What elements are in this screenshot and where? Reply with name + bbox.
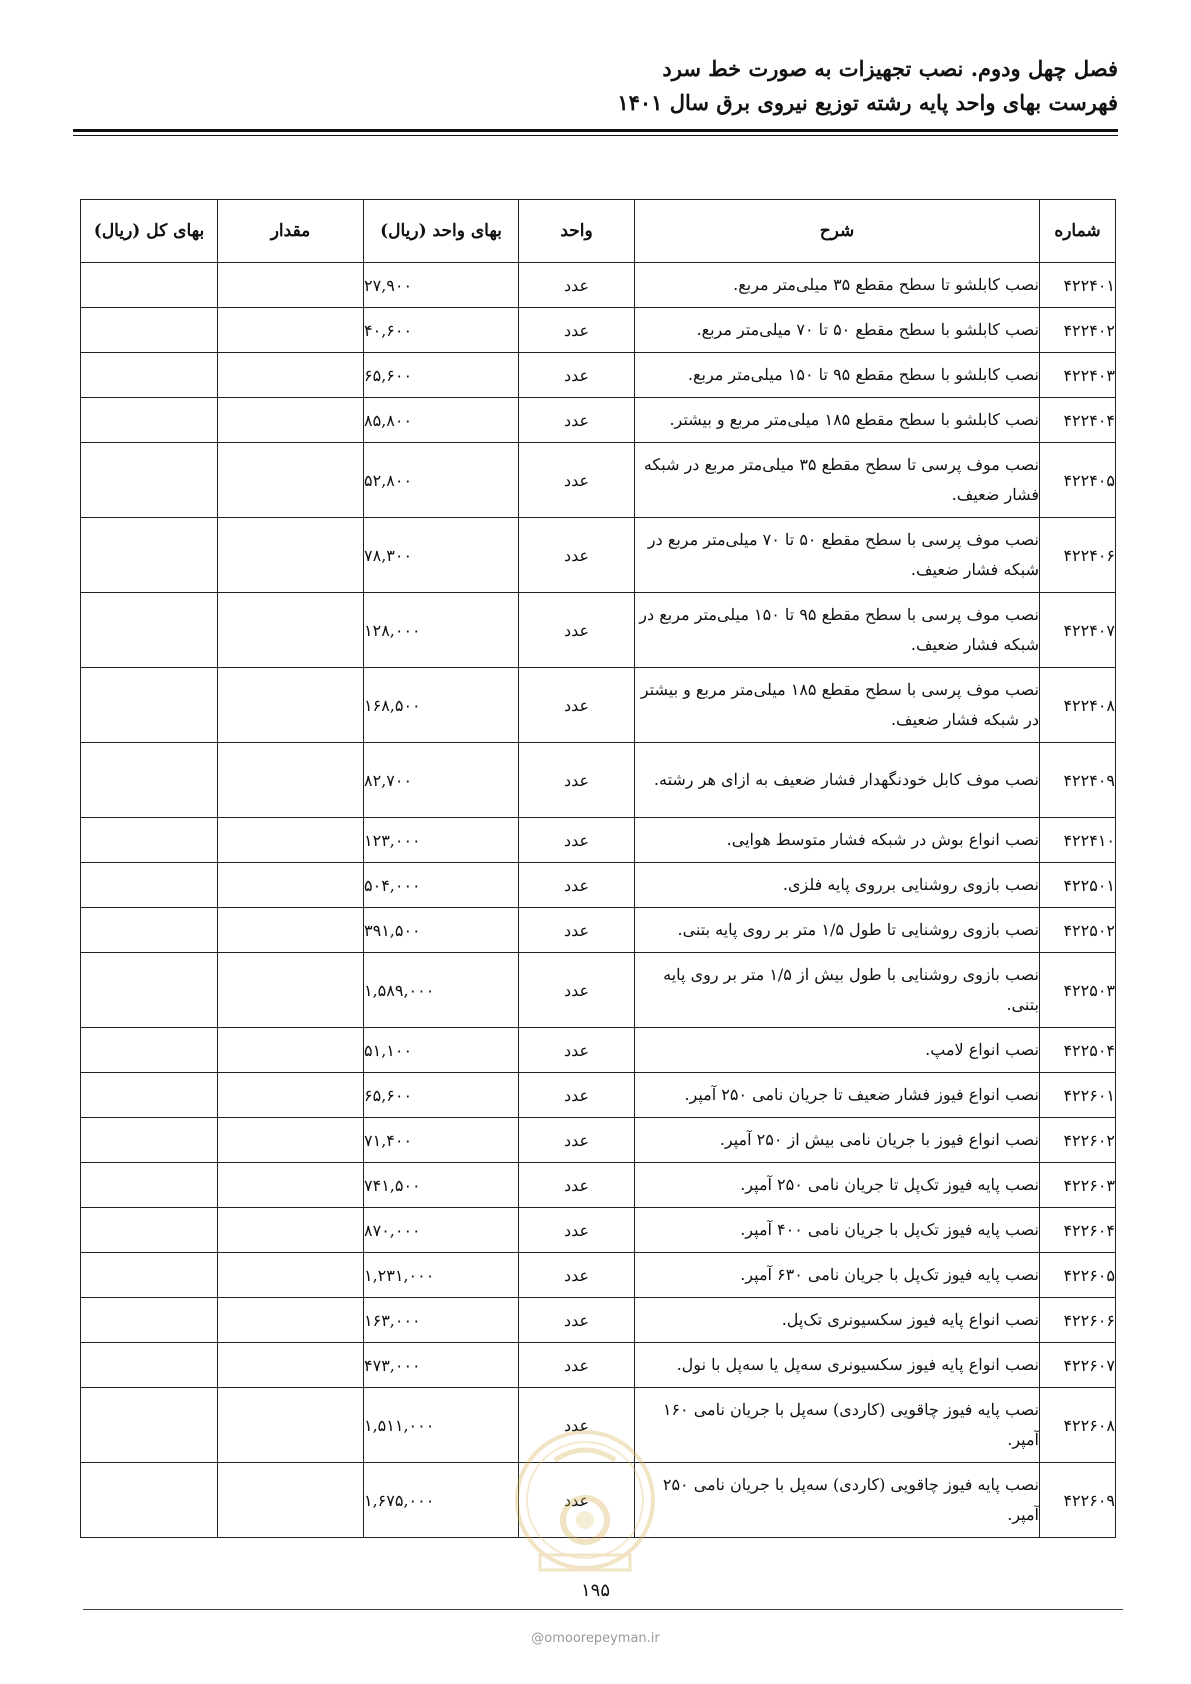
item-number-cell: ۴۲۲۶۰۲ — [1040, 1118, 1116, 1163]
table-row — [81, 908, 1116, 953]
item-number-cell: ۴۲۲۴۰۷ — [1040, 593, 1116, 668]
item-number-cell: ۴۲۲۶۰۹ — [1040, 1463, 1116, 1538]
item-unit-cell: عدد — [519, 443, 635, 518]
item-unit-cell: عدد — [519, 668, 635, 743]
item-quantity-cell — [218, 1388, 364, 1463]
item-unit-price-cell: ۵۱,۱۰۰ — [364, 1028, 519, 1073]
item-unit-cell: عدد — [519, 353, 635, 398]
item-description-cell: نصب کابلشو با سطح مقطع ۹۵ تا ۱۵۰ میلی‌متر مربع. — [635, 353, 1040, 398]
item-description-cell: نصب انواع لامپ. — [635, 1028, 1040, 1073]
item-total-price-cell — [81, 668, 218, 743]
item-number-cell: ۴۲۲۴۰۱ — [1040, 263, 1116, 308]
item-quantity-cell — [218, 1163, 364, 1208]
item-quantity-cell — [218, 1073, 364, 1118]
column-header-total-price: بهای کل (ریال) — [81, 200, 218, 263]
item-total-price-cell — [81, 518, 218, 593]
item-total-price-cell — [81, 263, 218, 308]
table-row — [81, 1463, 1116, 1538]
price-table — [80, 199, 1116, 1538]
item-total-price-cell — [81, 1208, 218, 1253]
item-quantity-cell — [218, 593, 364, 668]
item-total-price-cell — [81, 1343, 218, 1388]
item-unit-cell: عدد — [519, 398, 635, 443]
item-quantity-cell — [218, 263, 364, 308]
table-row — [81, 818, 1116, 863]
item-number-cell: ۴۲۲۶۰۶ — [1040, 1298, 1116, 1343]
item-description-cell: نصب انواع پایه فیوز سکسیونری تک‌پل. — [635, 1298, 1040, 1343]
item-unit-price-cell: ۵۰۴,۰۰۰ — [364, 863, 519, 908]
item-unit-cell: عدد — [519, 743, 635, 818]
item-unit-cell: عدد — [519, 1073, 635, 1118]
item-description-cell: نصب موف پرسی تا سطح مقطع ۳۵ میلی‌متر مربع در شبکه فشار ضعیف. — [635, 443, 1040, 518]
table-row — [81, 1253, 1116, 1298]
item-total-price-cell — [81, 908, 218, 953]
table-row — [81, 1208, 1116, 1253]
item-number-cell: ۴۲۲۴۰۳ — [1040, 353, 1116, 398]
item-number-cell: ۴۲۲۵۰۴ — [1040, 1028, 1116, 1073]
table-row — [81, 743, 1116, 818]
price-list-title: فهرست بهای واحد پایه رشته توزیع نیروی برق سال ۱۴۰۱ — [617, 90, 1118, 115]
item-number-cell: ۴۲۲۴۰۴ — [1040, 398, 1116, 443]
item-quantity-cell — [218, 443, 364, 518]
item-unit-price-cell: ۸۵,۸۰۰ — [364, 398, 519, 443]
item-total-price-cell — [81, 353, 218, 398]
item-total-price-cell — [81, 398, 218, 443]
item-unit-price-cell: ۴۷۳,۰۰۰ — [364, 1343, 519, 1388]
table-row — [81, 1298, 1116, 1343]
item-unit-cell: عدد — [519, 863, 635, 908]
item-unit-price-cell: ۱,۶۷۵,۰۰۰ — [364, 1463, 519, 1538]
column-header-unit: واحد — [519, 200, 635, 263]
item-quantity-cell — [218, 863, 364, 908]
item-number-cell: ۴۲۲۶۰۸ — [1040, 1388, 1116, 1463]
item-unit-cell: عدد — [519, 1163, 635, 1208]
item-quantity-cell — [218, 1253, 364, 1298]
table-row — [81, 668, 1116, 743]
item-description-cell: نصب موف کابل خودنگهدار فشار ضعیف به ازای هر رشته. — [635, 743, 1040, 818]
item-unit-price-cell: ۸۷۰,۰۰۰ — [364, 1208, 519, 1253]
item-number-cell: ۴۲۲۴۰۲ — [1040, 308, 1116, 353]
item-total-price-cell — [81, 818, 218, 863]
table-row — [81, 1073, 1116, 1118]
item-total-price-cell — [81, 953, 218, 1028]
item-total-price-cell — [81, 1073, 218, 1118]
item-total-price-cell — [81, 1163, 218, 1208]
item-quantity-cell — [218, 1118, 364, 1163]
item-unit-cell: عدد — [519, 1343, 635, 1388]
item-total-price-cell — [81, 1463, 218, 1538]
item-unit-cell: عدد — [519, 1463, 635, 1538]
item-number-cell: ۴۲۲۶۰۷ — [1040, 1343, 1116, 1388]
item-unit-cell: عدد — [519, 1298, 635, 1343]
item-description-cell: نصب انواع پایه فیوز سکسیونری سه‌پل یا سه‌پل با نول. — [635, 1343, 1040, 1388]
footer-rule — [83, 1609, 1123, 1610]
item-total-price-cell — [81, 308, 218, 353]
item-unit-price-cell: ۷۱,۴۰۰ — [364, 1118, 519, 1163]
page-header — [78, 52, 1118, 120]
item-number-cell: ۴۲۲۶۰۳ — [1040, 1163, 1116, 1208]
item-unit-cell: عدد — [519, 908, 635, 953]
item-description-cell: نصب موف پرسی با سطح مقطع ۵۰ تا ۷۰ میلی‌متر مربع در شبکه فشار ضعیف. — [635, 518, 1040, 593]
item-description-cell: نصب پایه فیوز تک‌پل با جریان نامی ۶۳۰ آمپر. — [635, 1253, 1040, 1298]
item-unit-cell: عدد — [519, 1118, 635, 1163]
item-total-price-cell — [81, 1253, 218, 1298]
table-row — [81, 1388, 1116, 1463]
item-description-cell: نصب کابلشو با سطح مقطع ۱۸۵ میلی‌متر مربع و بیشتر. — [635, 398, 1040, 443]
item-total-price-cell — [81, 1118, 218, 1163]
header-rule-thick — [73, 129, 1118, 132]
item-total-price-cell — [81, 593, 218, 668]
item-description-cell: نصب پایه فیوز چاقویی (کاردی) سه‌پل با جریان نامی ۲۵۰ آمپر. — [635, 1463, 1040, 1538]
chapter-title: فصل چهل ودوم. نصب تجهیزات به صورت خط سرد — [662, 56, 1118, 81]
column-header-number: شماره — [1040, 200, 1116, 263]
item-quantity-cell — [218, 1463, 364, 1538]
table-row — [81, 308, 1116, 353]
item-description-cell: نصب کابلشو تا سطح مقطع ۳۵ میلی‌متر مربع. — [635, 263, 1040, 308]
item-quantity-cell — [218, 1343, 364, 1388]
item-unit-cell: عدد — [519, 1028, 635, 1073]
item-number-cell: ۴۲۲۵۰۲ — [1040, 908, 1116, 953]
item-quantity-cell — [218, 1298, 364, 1343]
item-description-cell: نصب انواع بوش در شبکه فشار متوسط هوایی. — [635, 818, 1040, 863]
table-body — [81, 263, 1116, 1538]
table-row — [81, 863, 1116, 908]
item-total-price-cell — [81, 1028, 218, 1073]
item-unit-price-cell: ۱۶۳,۰۰۰ — [364, 1298, 519, 1343]
header-rule-thin — [73, 135, 1118, 136]
table-row — [81, 353, 1116, 398]
item-number-cell: ۴۲۲۶۰۱ — [1040, 1073, 1116, 1118]
item-total-price-cell — [81, 1298, 218, 1343]
item-number-cell: ۴۲۲۵۰۳ — [1040, 953, 1116, 1028]
column-header-description: شرح — [635, 200, 1040, 263]
table-row — [81, 1118, 1116, 1163]
item-description-cell: نصب موف پرسی با سطح مقطع ۱۸۵ میلی‌متر مربع و بیشتر در شبکه فشار ضعیف. — [635, 668, 1040, 743]
item-total-price-cell — [81, 443, 218, 518]
item-quantity-cell — [218, 308, 364, 353]
item-unit-price-cell: ۶۵,۶۰۰ — [364, 1073, 519, 1118]
item-unit-price-cell: ۳۹۱,۵۰۰ — [364, 908, 519, 953]
item-number-cell: ۴۲۲۵۰۱ — [1040, 863, 1116, 908]
item-unit-cell: عدد — [519, 308, 635, 353]
table-row — [81, 518, 1116, 593]
item-unit-price-cell: ۱۲۸,۰۰۰ — [364, 593, 519, 668]
item-number-cell: ۴۲۲۴۰۸ — [1040, 668, 1116, 743]
item-number-cell: ۴۲۲۴۰۶ — [1040, 518, 1116, 593]
item-unit-cell: عدد — [519, 953, 635, 1028]
item-quantity-cell — [218, 743, 364, 818]
table-header-row — [81, 200, 1116, 263]
item-unit-price-cell: ۴۰,۶۰۰ — [364, 308, 519, 353]
item-unit-price-cell: ۶۵,۶۰۰ — [364, 353, 519, 398]
table-row — [81, 953, 1116, 1028]
item-number-cell: ۴۲۲۴۰۹ — [1040, 743, 1116, 818]
item-unit-cell: عدد — [519, 263, 635, 308]
page-number: ۱۹۵ — [580, 1580, 610, 1601]
item-description-cell: نصب بازوی روشنایی برروی پایه فلزی. — [635, 863, 1040, 908]
table-row — [81, 1163, 1116, 1208]
item-unit-price-cell: ۵۲,۸۰۰ — [364, 443, 519, 518]
item-unit-cell: عدد — [519, 1388, 635, 1463]
item-quantity-cell — [218, 1028, 364, 1073]
item-unit-price-cell: ۱۶۸,۵۰۰ — [364, 668, 519, 743]
item-total-price-cell — [81, 863, 218, 908]
item-number-cell: ۴۲۲۴۱۰ — [1040, 818, 1116, 863]
table-row — [81, 1343, 1116, 1388]
item-unit-price-cell: ۸۲,۷۰۰ — [364, 743, 519, 818]
item-total-price-cell — [81, 1388, 218, 1463]
item-number-cell: ۴۲۲۴۰۵ — [1040, 443, 1116, 518]
item-description-cell: نصب انواع فیوز فشار ضعیف تا جریان نامی ۲۵۰ آمپر. — [635, 1073, 1040, 1118]
item-quantity-cell — [218, 518, 364, 593]
item-description-cell: نصب انواع فیوز با جریان نامی بیش از ۲۵۰ آمپر. — [635, 1118, 1040, 1163]
item-description-cell: نصب پایه فیوز تک‌پل تا جریان نامی ۲۵۰ آمپر. — [635, 1163, 1040, 1208]
item-unit-price-cell: ۷۸,۳۰۰ — [364, 518, 519, 593]
item-quantity-cell — [218, 818, 364, 863]
item-quantity-cell — [218, 1208, 364, 1253]
column-header-unit-price: بهای واحد (ریال) — [364, 200, 519, 263]
item-description-cell: نصب موف پرسی با سطح مقطع ۹۵ تا ۱۵۰ میلی‌متر مربع در شبکه فشار ضعیف. — [635, 593, 1040, 668]
item-description-cell: نصب پایه فیوز تک‌پل با جریان نامی ۴۰۰ آمپر. — [635, 1208, 1040, 1253]
table-row — [81, 398, 1116, 443]
item-unit-cell: عدد — [519, 1253, 635, 1298]
item-unit-price-cell: ۱,۵۱۱,۰۰۰ — [364, 1388, 519, 1463]
item-number-cell: ۴۲۲۶۰۵ — [1040, 1253, 1116, 1298]
table-row — [81, 593, 1116, 668]
table-row — [81, 1028, 1116, 1073]
item-unit-price-cell: ۷۴۱,۵۰۰ — [364, 1163, 519, 1208]
item-quantity-cell — [218, 398, 364, 443]
table-row — [81, 443, 1116, 518]
item-description-cell: نصب پایه فیوز چاقویی (کاردی) سه‌پل با جریان نامی ۱۶۰ آمپر. — [635, 1388, 1040, 1463]
item-number-cell: ۴۲۲۶۰۴ — [1040, 1208, 1116, 1253]
item-unit-cell: عدد — [519, 593, 635, 668]
item-unit-price-cell: ۱,۲۳۱,۰۰۰ — [364, 1253, 519, 1298]
item-description-cell: نصب بازوی روشنایی با طول بیش از ۱/۵ متر بر روی پایه بتنی. — [635, 953, 1040, 1028]
item-unit-cell: عدد — [519, 518, 635, 593]
website-watermark: @omoorepeyman.ir — [531, 1631, 660, 1646]
item-quantity-cell — [218, 668, 364, 743]
item-description-cell: نصب بازوی روشنایی تا طول ۱/۵ متر بر روی پایه بتنی. — [635, 908, 1040, 953]
item-unit-price-cell: ۱۲۳,۰۰۰ — [364, 818, 519, 863]
table-row — [81, 263, 1116, 308]
item-quantity-cell — [218, 353, 364, 398]
item-unit-cell: عدد — [519, 818, 635, 863]
item-unit-cell: عدد — [519, 1208, 635, 1253]
item-description-cell: نصب کابلشو با سطح مقطع ۵۰ تا ۷۰ میلی‌متر مربع. — [635, 308, 1040, 353]
item-total-price-cell — [81, 743, 218, 818]
item-quantity-cell — [218, 908, 364, 953]
item-unit-price-cell: ۱,۵۸۹,۰۰۰ — [364, 953, 519, 1028]
item-quantity-cell — [218, 953, 364, 1028]
column-header-quantity: مقدار — [218, 200, 364, 263]
item-unit-price-cell: ۲۷,۹۰۰ — [364, 263, 519, 308]
